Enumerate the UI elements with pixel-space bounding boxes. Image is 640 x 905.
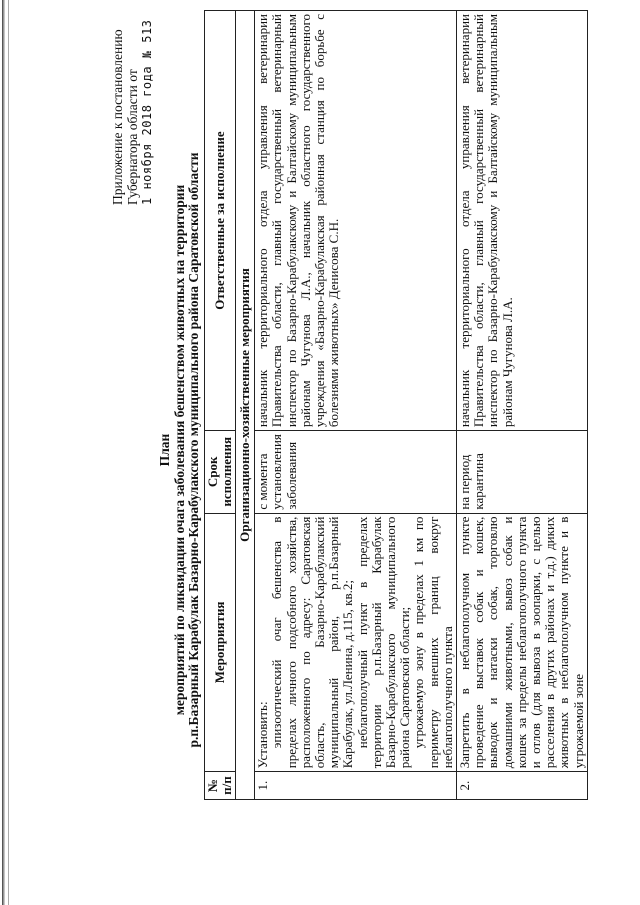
title-line-1: мероприятий по ликвидации очага заболевания бешенством животных на территории xyxy=(171,184,187,716)
measures-table xyxy=(204,10,588,800)
section-row xyxy=(236,11,255,800)
appendix-line-2: Губернатора области от xyxy=(125,69,140,205)
measures-item: эпизоотический очаг бешенства в пределах личного подсобного хозяйства, расположенного по адресу: Саратовская область, Базарно-Карабулакский муниципальный район, р.п.Базарный Карабулак, ул.Ленина, д.115, кв.2; xyxy=(269,516,356,769)
row-number: 2. xyxy=(457,772,588,800)
header-num: № п/п xyxy=(205,772,236,800)
measures-item: угрожаемую зону в пределах 1 км по периметру внешних границ вокруг неблагополучного пункта xyxy=(411,516,455,769)
header-deadline: Срок исполнения xyxy=(205,431,236,513)
header-measures: Мероприятия xyxy=(205,513,236,772)
document-title xyxy=(158,15,202,885)
section-title: Организационно-хозяйственные мероприятия xyxy=(236,11,255,800)
measures-intro: Установить: xyxy=(255,701,271,769)
row-measures xyxy=(255,513,457,772)
appendix-line-3: 1 ноября 2018 года № 513 xyxy=(140,19,154,205)
table-header-row xyxy=(205,11,236,800)
appendix-note xyxy=(110,5,155,205)
table-row xyxy=(457,11,588,800)
row-measures: Запретить в неблагополучном пункте проведение выставок собак и кошек, выводок и натаски собак, торговлю домашними животными, вывоз собак и кошек за пределы неблагополучного пункта и отлов (для вывоза в зоопарки, с целью расселения в других районах и т.д.) диких животных в неблагополучном пункте и в угрожаемой зоне xyxy=(457,513,588,772)
header-responsible: Ответственные за исполнение xyxy=(205,11,236,431)
row-responsible: начальник территориального отдела управления ветеринарии Правительства области, главный государственный ветеринарный инспектор по Базарно-Карабулакскому и Балтайскому муниципальным районам Чугунова Л.А., начальник областного государственного учреждения «Базарно-Карабулакская районная станция по борьбе с болезнями животных» Денисова С.Н. xyxy=(255,11,457,431)
row-deadline: на период карантина xyxy=(457,431,588,513)
measures-item: неблагополучный пункт в пределах территории р.п.Базарный Карабулак Базарно-Карабулакского муниципального района Саратовской области; xyxy=(354,516,413,769)
title-line-2: р.п.Базарный Карабулак Базарно-Карабулакского муниципального района Саратовской области xyxy=(186,152,201,748)
row-responsible: начальник территориального отдела управления ветеринарии Правительства области, главный государственный ветеринарный инспектор по Базарно-Карабулакскому и Балтайскому муниципальным районам Чугунова Л.А. xyxy=(457,11,588,431)
table-row xyxy=(255,11,457,800)
title-heading: План xyxy=(157,433,172,467)
row-number: 1. xyxy=(255,772,457,800)
row-deadline: с момента установления заболевания xyxy=(255,431,457,513)
appendix-line-1: Приложение к постановлению xyxy=(110,29,125,205)
